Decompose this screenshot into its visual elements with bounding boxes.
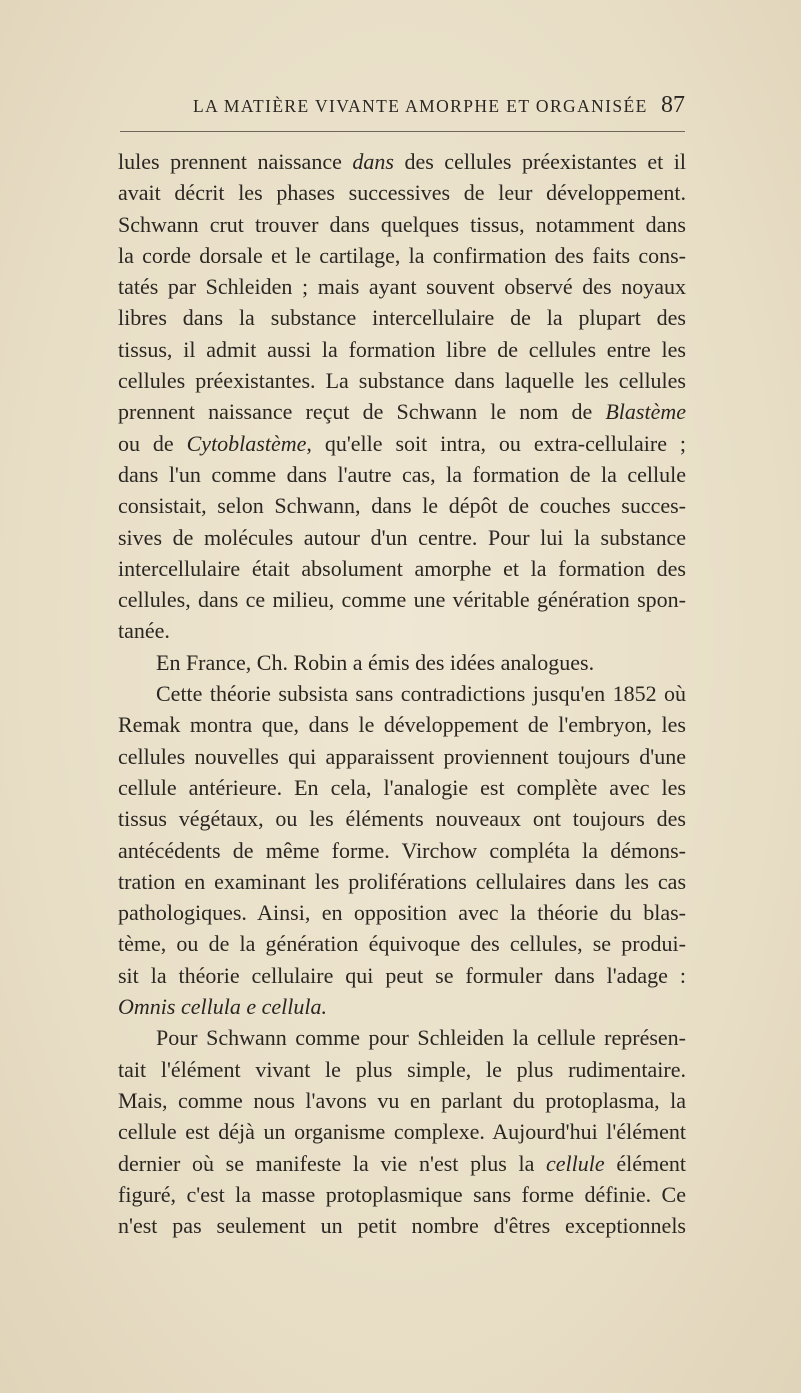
- text-fragment: n'est pas seulement un petit nombre d'êtres exceptionnels: [118, 1213, 686, 1239]
- text-fragment: cellules, dans ce milieu, comme une véritable génération spon-: [118, 587, 686, 613]
- text-fragment: lules prennent naissance: [118, 149, 353, 174]
- text-fragment: avait décrit les phases successives de leur développement.: [118, 180, 686, 206]
- text-fragment: cellules préexistantes. La substance dans laquelle les cellules: [118, 368, 686, 394]
- text-fragment: Remak montra que, dans le développement de l'embryon, les: [118, 712, 686, 738]
- text-line: [118, 271, 686, 302]
- text-fragment: Pour Schwann comme pour Schleiden la cellule représen-: [156, 1025, 686, 1051]
- body-text: [118, 146, 686, 1241]
- text-line: [118, 584, 686, 615]
- text-fragment: En France, Ch. Robin a émis des idées analogues.: [156, 649, 595, 675]
- text-fragment: prennent naissance reçut de Schwann le nom de: [118, 399, 606, 425]
- text-fragment: libres dans la substance intercellulaire de la plupart des: [118, 305, 686, 331]
- text-line: [118, 1210, 686, 1241]
- italic-text: dans: [352, 149, 394, 174]
- text-fragment: cellule est déjà un organisme complexe. Aujourd'hui l'élément: [118, 1119, 686, 1145]
- text-line: [118, 991, 686, 1022]
- text-line: [118, 302, 686, 333]
- text-fragment: la corde dorsale et le cartilage, la confirmation des faits cons-: [118, 242, 686, 268]
- text-line: [118, 928, 686, 959]
- text-fragment: dernier où se manifeste la vie n'est plus la: [118, 1150, 547, 1176]
- text-fragment: Mais, comme nous l'avons vu en parlant du protoplasma, la: [118, 1087, 686, 1113]
- text-line: [118, 1179, 686, 1210]
- text-line: [118, 866, 686, 897]
- italic-text: Omnis cellula e cellula.: [118, 994, 327, 1020]
- text-fragment: tissus, il admit aussi la formation libre de cellules entre les: [118, 336, 686, 362]
- text-fragment: Cette théorie subsista sans contradictions jusqu'en 1852 où: [156, 681, 686, 707]
- text-line: [118, 1148, 686, 1179]
- text-line: [118, 177, 686, 208]
- italic-text: Cytoblastème: [186, 430, 307, 456]
- text-fragment: des cellules préexistantes et il: [393, 149, 686, 174]
- text-fragment: cellules nouvelles qui apparaissent proviennent toujours d'une: [118, 743, 686, 769]
- text-line: [118, 1022, 686, 1053]
- text-line: [118, 334, 686, 365]
- text-fragment: intercellulaire était absolument amorphe et la formation des: [118, 555, 686, 581]
- text-line: [118, 615, 686, 646]
- text-fragment: figuré, c'est la masse protoplasmique sans forme définie. Ce: [118, 1181, 686, 1207]
- text-line: [118, 240, 686, 271]
- text-fragment: élément: [604, 1150, 686, 1176]
- text-line: [118, 709, 686, 740]
- text-fragment: antécédents de même forme. Virchow compléta la démons-: [118, 837, 686, 863]
- text-line: [118, 396, 686, 427]
- text-line: [118, 1116, 686, 1147]
- text-line: [118, 741, 686, 772]
- text-line: [118, 803, 686, 834]
- text-line: [118, 647, 686, 678]
- italic-text: cellule: [546, 1150, 605, 1176]
- text-fragment: tanée.: [118, 618, 170, 644]
- text-fragment: tissus végétaux, ou les éléments nouveaux ont toujours des: [118, 806, 686, 832]
- text-line: [118, 1054, 686, 1085]
- text-line: [118, 146, 686, 177]
- text-line: [118, 678, 686, 709]
- page-number: 87: [661, 92, 685, 118]
- text-line: [118, 960, 686, 991]
- text-line: [118, 522, 686, 553]
- text-line: [118, 772, 686, 803]
- text-fragment: pathologiques. Ainsi, en opposition avec la théorie du blas-: [118, 900, 686, 926]
- text-fragment: Schwann crut trouver dans quelques tissus, notamment dans: [118, 211, 686, 237]
- text-fragment: tème, ou de la génération équivoque des cellules, se produi-: [118, 931, 686, 957]
- text-fragment: tatés par Schleiden ; mais ayant souvent observé des noyaux: [118, 274, 686, 300]
- text-line: [118, 490, 686, 521]
- text-fragment: consistait, selon Schwann, dans le dépôt de couches succes-: [118, 493, 686, 519]
- text-fragment: cellule antérieure. En cela, l'analogie est complète avec les: [118, 774, 686, 800]
- running-title: LA MATIÈRE VIVANTE AMORPHE ET ORGANISÉE: [193, 96, 648, 116]
- text-fragment: , qu'elle soit intra, ou extra-cellulaire ;: [306, 430, 687, 456]
- text-line: [118, 459, 686, 490]
- text-line: [118, 428, 686, 459]
- text-line: [118, 209, 686, 240]
- text-line: [118, 553, 686, 584]
- text-line: [118, 835, 686, 866]
- text-fragment: ou de: [118, 430, 187, 456]
- text-fragment: sives de molécules autour d'un centre. Pour lui la substance: [118, 524, 686, 550]
- text-fragment: tration en examinant les proliférations cellulaires dans les cas: [118, 868, 686, 894]
- text-fragment: tait l'élément vivant le plus simple, le plus rudimentaire.: [118, 1056, 686, 1082]
- header-rule: [120, 131, 685, 132]
- italic-text: Blastème: [605, 399, 686, 425]
- text-line: [118, 1085, 686, 1116]
- text-line: [118, 365, 686, 396]
- text-fragment: dans l'un comme dans l'autre cas, la formation de la cellule: [118, 461, 686, 487]
- text-line: [118, 897, 686, 928]
- text-fragment: sit la théorie cellulaire qui peut se formuler dans l'adage :: [118, 962, 686, 988]
